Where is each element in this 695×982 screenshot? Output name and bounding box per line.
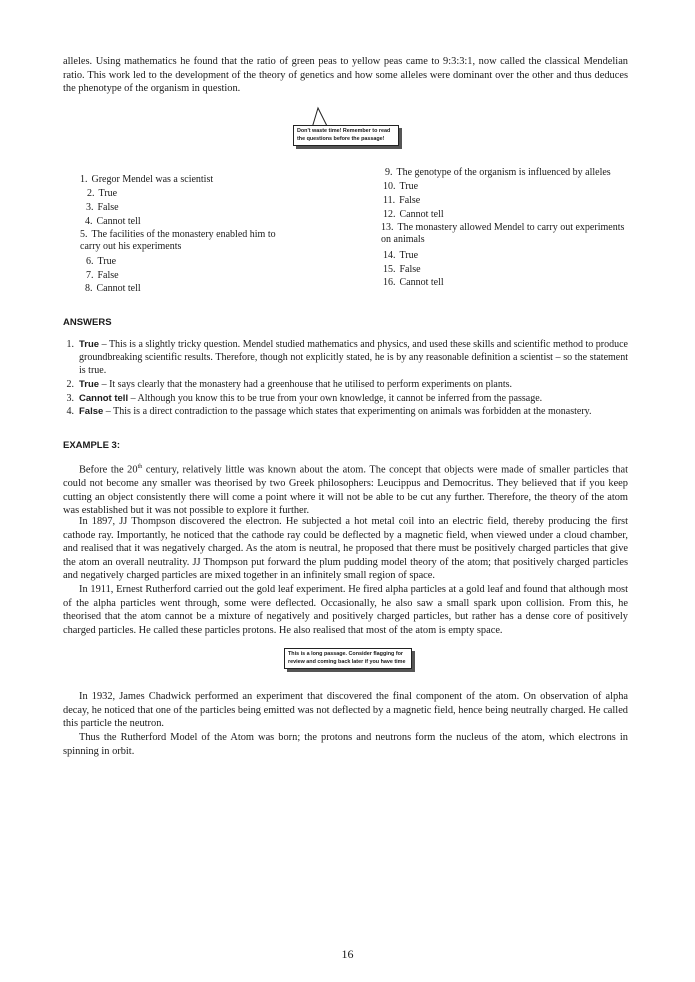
flag-callout bbox=[284, 648, 412, 669]
answer-item: 2. True – It says clearly that the monastery had a greenhouse that he utilised to perform experiments on plants. bbox=[66, 379, 512, 390]
answer-label: True bbox=[79, 379, 100, 390]
example-heading: EXAMPLE 3: bbox=[63, 440, 121, 451]
list-item: 9. The genotype of the organism is influenced by alleles bbox=[385, 167, 611, 178]
list-item: 10. True bbox=[383, 180, 419, 192]
list-item: 7. False bbox=[86, 269, 119, 281]
flag-callout-text: This is a long passage. Consider flagging for review and coming back later if you have time bbox=[288, 651, 406, 665]
list-item: 1. Gregor Mendel was a scientist bbox=[80, 174, 214, 185]
list-item: 14. True bbox=[383, 249, 419, 261]
answer-label: False bbox=[79, 406, 104, 418]
list-item: 5. The facilities of the monastery enabled him to carry out his experiments bbox=[80, 228, 276, 252]
answer-item: 4. False – This is a direct contradiction to the passage which states that experimenting on animals was forbidden at the monastery. bbox=[66, 406, 592, 418]
list-item: 3. False bbox=[86, 201, 119, 213]
example-paragraph-1: Before the 20th century, relatively little was known about the atom. The concept that objects were made of smaller particles that could not become any smaller was theorised by two Greek philosophers: Leucippus and Democritus. They believed that if you keep cutting an object consistently there will come a point where it will not be able to be cut any further. Therefore, the theory of the atom was established but it was not possible to explore it further. bbox=[63, 464, 628, 517]
list-item: 8. Cannot tell bbox=[85, 283, 141, 295]
list-item: 4. Cannot tell bbox=[85, 215, 141, 227]
tip-callout-text: Don't waste time! Remember to read the questions before the passage! bbox=[297, 128, 391, 142]
intro-paragraph: alleles. Using mathematics he found that the ratio of green peas to yellow peas came to 9:3:3:1, now called the classical Mendelian ratio. This work led to the development of the theory of genetics and how some alleles were dominant over the other and thus deduces the phenotype of the organism in question. bbox=[63, 56, 628, 95]
list-item: 16. Cannot tell bbox=[383, 277, 444, 289]
page-number: 16 bbox=[341, 947, 354, 961]
list-item: 15. False bbox=[383, 263, 421, 275]
list-item: 11. False bbox=[383, 194, 421, 206]
tip-callout-box bbox=[293, 125, 399, 146]
list-item: 6. True bbox=[86, 255, 117, 267]
answers-list bbox=[63, 338, 628, 419]
example-paragraph-3: In 1911, Ernest Rutherford carried out the gold leaf experiment. He fired alpha particles at a gold leaf and found that although most of the alpha particles went through, some were deflected. Occasionally, he also saw a small spark upon collision. From this, he theorised that the atom cannot be a mixture of negatively and positively charged particles, but rather has a dense core of positively charged particles. He called these particles protons. He also realised that most of the atom is empty space. bbox=[63, 584, 628, 636]
answer-item: 1. True – This is a slightly tricky question. Mendel studied mathematics and physics, and used these skills and scientific method to produce groundbreaking scientific results. Therefore, though not explicitly stated, he is by any reasonable definition a scientist – so the statement is true. bbox=[66, 339, 628, 377]
answers-heading: ANSWERS bbox=[63, 317, 112, 328]
example-paragraph-5: Thus the Rutherford Model of the Atom was born; the protons and neutrons form the nucleus of the atom, which electrons in spinning in orbit. bbox=[63, 732, 628, 757]
list-item: 13. The monastery allowed Mendel to carry out experiments on animals bbox=[381, 221, 625, 245]
example-paragraph-4: In 1932, James Chadwick performed an experiment that discovered the final component of the atom. On observation of alpha decay, he noticed that one of the particles being emitted was not deflected by a magnetic field, hence being neutrally charged. He called this particle the neutron. bbox=[63, 691, 628, 730]
questions-right bbox=[381, 166, 636, 290]
list-item: 2. True bbox=[87, 187, 118, 199]
example-paragraph-2: In 1897, JJ Thompson discovered the electron. He subjected a hot metal coil into an electric field, thereby producing the first cathode ray. Importantly, he noticed that the cathode ray could be deflected by a magnetic field, when viewed under a cloud chamber, and realised that it was negatively charged. As the atom is neutral, he proposed that there must be positively charged particles that give the atom an overall neutrality. JJ Thompson put forward the plum pudding model theory of the atom; that positively charged particles and negatively charged particles are mixed together in an infinitely small region of space. bbox=[63, 516, 628, 582]
list-item: 12. Cannot tell bbox=[383, 208, 444, 220]
questions-left bbox=[80, 173, 300, 296]
answer-item: 3. Cannot tell – Although you know this to be true from your own knowledge, it cannot be inferred from the passage. bbox=[66, 392, 543, 404]
answer-label: Cannot tell bbox=[79, 392, 129, 404]
answer-label: True bbox=[79, 339, 100, 350]
